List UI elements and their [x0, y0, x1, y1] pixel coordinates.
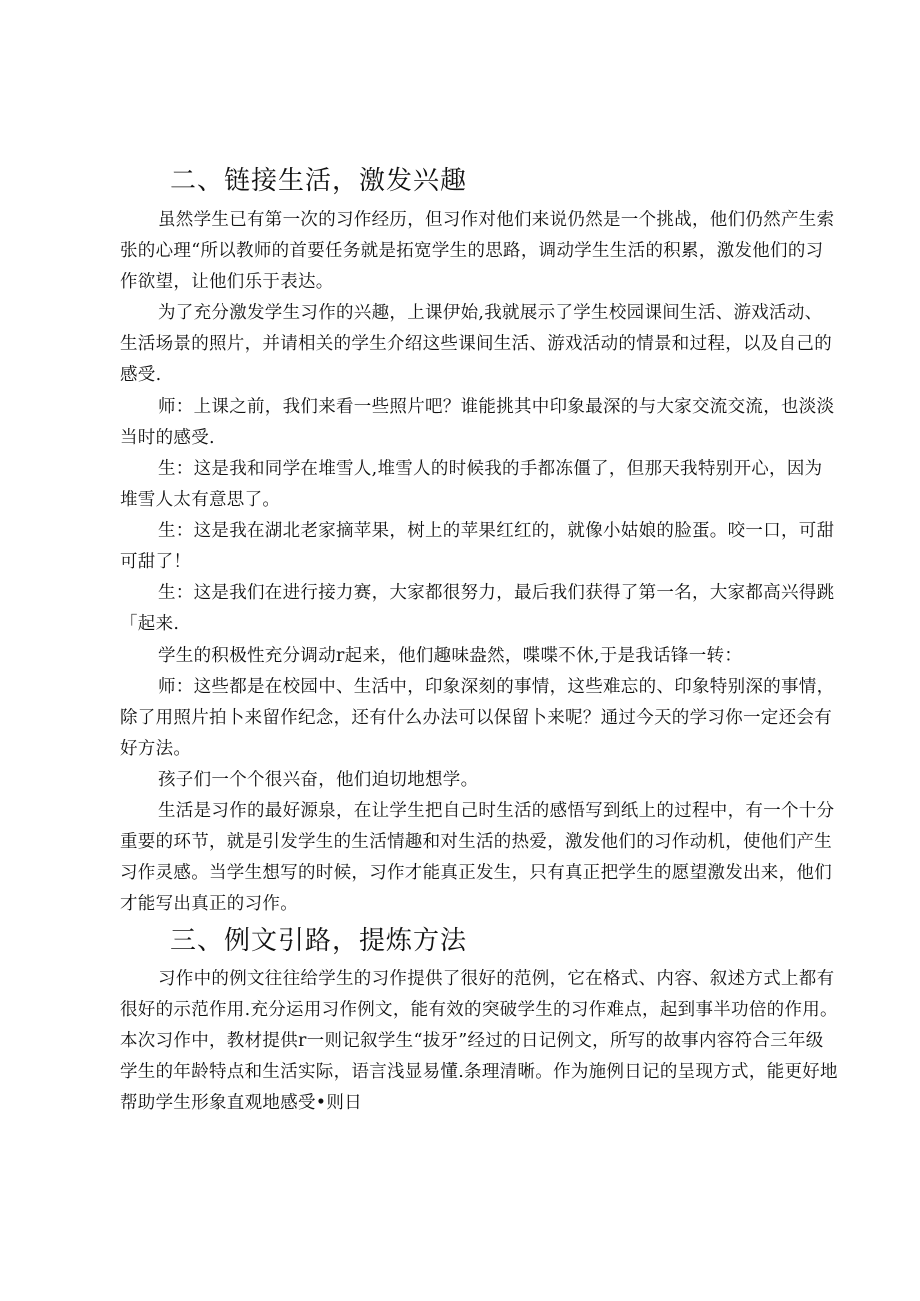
section-heading: 三、例文引路，提炼方法	[170, 926, 468, 956]
paragraph-line: 学生的年龄特点和生活实际，语言浅显易懂.条理清晰。作为施例日记的呈现方式，能更好地	[120, 1062, 838, 1082]
paragraph-line: 习作灵感。当学生想写的时候，习作才能真正发生，只有真正把学生的愿望激发出来，他们	[120, 863, 832, 883]
paragraph-line: 学生的积极性充分调动r起来，他们趣味盎然，喋喋不休,于是我话锋一转：	[158, 646, 743, 666]
paragraph-line: 生：这是我和同学在堆雪人,堆雪人的时候我的手都冻僵了，但那天我特别开心，因为	[158, 459, 823, 479]
paragraph-line: 可甜了！	[120, 552, 192, 572]
paragraph-line: 帮助学生形象直观地感受•则日	[120, 1093, 363, 1113]
paragraph-line: 为了充分激发学生习作的兴趣，上课伊始,我就展示了学生校园课间生活、游戏活动、	[158, 303, 823, 323]
paragraph-line: 堆雪人太有意思了。	[120, 490, 281, 510]
paragraph-line: 张的心理“所以教师的首要任务就是拓宽学生的思路，调动学生生活的积累，激发他们的习	[120, 241, 824, 261]
paragraph-line: 才能写出真正的习作。	[120, 894, 298, 914]
paragraph-line: 师：上课之前，我们来看一些照片吧？谁能挑其中印象最深的与大家交流交流，也淡淡	[158, 397, 835, 417]
paragraph-line: 本次习作中，教材提供r一则记叙学生“拔牙”经过的日记例文，所写的故事内容符合三年级	[120, 1031, 824, 1051]
section-heading: 二、链接生活，激发兴趣	[170, 166, 468, 196]
paragraph-line: 生：这是我在湖北老家摘苹果，树上的苹果红红的，就像小姑娘的脸蛋。咬一口，可甜	[158, 521, 835, 541]
paragraph-line: 感受.	[120, 365, 162, 385]
paragraph-line: 很好的示范作用.充分运用习作例文，能有效的突破学生的习作难点，起到事半功倍的作用。	[120, 1000, 838, 1020]
paragraph-line: 生活是习作的最好源泉，在让学生把自己时生活的感悟写到纸上的过程中，有一个十分	[158, 801, 835, 821]
paragraph-line: 重要的环节，就是引发学生的生活情趣和对生活的热爱，激发他们的习作动机，使他们产生	[120, 832, 832, 852]
paragraph-line: 习作中的例文往往给学生的习作提供了很好的范例，它在格式、内容、叙述方式上都有	[158, 969, 835, 989]
paragraph-line: 生：这是我们在进行接力赛，大家都很努力，最后我们获得了第一名，大家都高兴得跳	[158, 583, 835, 603]
paragraph-line: 师：这些都是在校园中、生活中，印象深刻的事情，这些难忘的、印象特别深的事情，	[158, 677, 835, 697]
paragraph-line: 孩子们一个个很兴奋，他们迫切地想学。	[158, 770, 479, 790]
paragraph-line: 好方法。	[120, 739, 192, 759]
paragraph-line: 除了用照片拍卜来留作纪念，还有什么办法可以保留卜来呢？通过今天的学习你一定还会有	[120, 708, 832, 728]
paragraph-line: 生活场景的照片，并请相关的学生介绍这些课间生活、游戏活动的情景和过程，以及自己的	[120, 334, 832, 354]
paragraph-line: 作欲望，让他们乐于表达。	[120, 272, 334, 292]
paragraph-line: 虽然学生已有第一次的习作经历，但习作对他们来说仍然是一个挑战，他们仍然产生索	[158, 210, 835, 230]
paragraph-line: 当时的感受.	[120, 428, 215, 448]
paragraph-line: 「起来.	[120, 614, 180, 634]
